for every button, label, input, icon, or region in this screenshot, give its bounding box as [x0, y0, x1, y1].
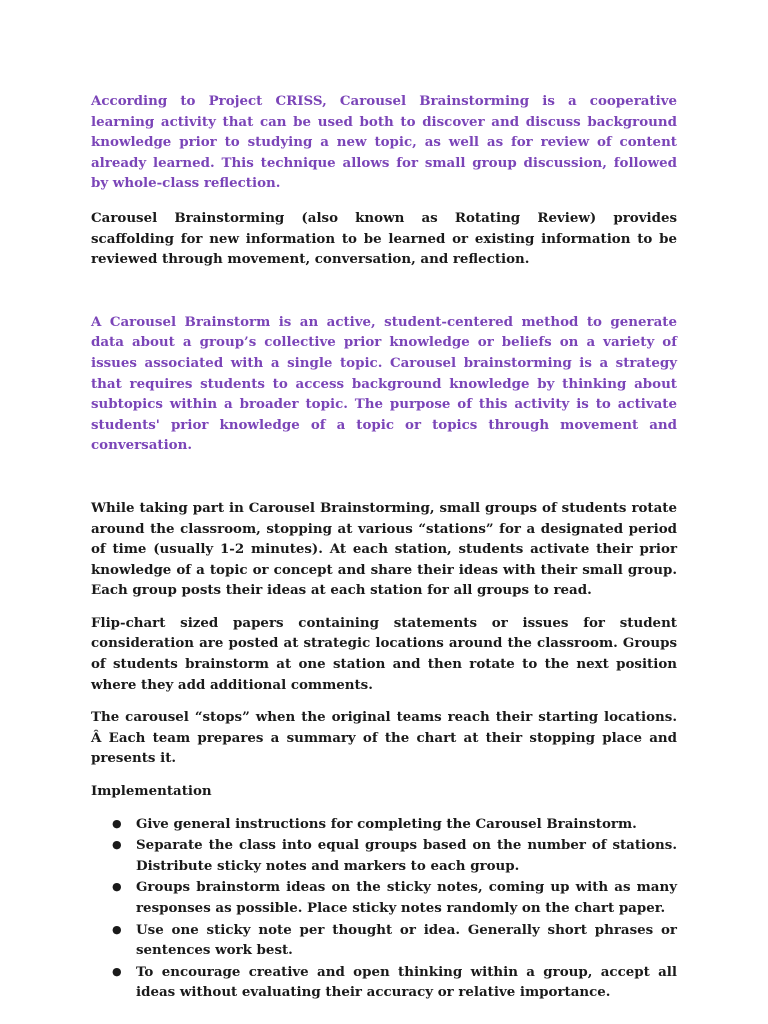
bullet-icon: ● [112, 838, 122, 852]
list-item [91, 814, 677, 835]
implementation-heading: Implementation [91, 783, 212, 800]
list-item-text: Groups brainstorm ideas on the sticky notes, coming up with as many responses as possible. Place sticky notes randomly on the chart paper. [136, 879, 677, 916]
list-item [91, 877, 677, 918]
bullet-icon: ● [112, 964, 122, 978]
list-item-text: Use one sticky note per thought or idea. Generally short phrases or sentences work best. [136, 921, 677, 959]
list-item-text: Give general instructions for completing the Carousel Brainstorm. [136, 815, 637, 832]
flip-chart-paragraph: Flip-chart sized papers containing statements or issues for student consideration are posted at strategic locations around the classroom. Groups of students brainstorm at one station and then rotate to the next position where they add additional comments. [91, 614, 677, 693]
list-item-text: Separate the class into equal groups based on the number of stations. Distribute sticky notes and markers to each group. [136, 837, 677, 874]
list-item [91, 920, 677, 961]
definition-paragraph: A Carousel Brainstorm is an active, student-centered method to generate data about a group’s collective prior knowledge or beliefs on a variety of issues associated with a single topic. Carousel brainstorming is a strategy that requires students to access background knowledge by thinking about subtopics within a broader topic. The purpose of this activity is to activate students' prior knowledge of a topic or topics through movement and conversation. [91, 313, 677, 454]
process-paragraph: While taking part in Carousel Brainstorming, small groups of students rotate around the classroom, stopping at various “stations” for a designated period of time (usually 1-2 minutes). At each station, students activate their prior knowledge of a topic or concept and share their ideas with their small group. Each group posts their ideas at each station for all groups to read. [91, 499, 677, 599]
bullet-icon: ● [112, 880, 122, 894]
list-item [91, 835, 677, 876]
bullet-icon: ● [112, 922, 122, 936]
list-item [91, 962, 677, 1003]
carousel-stops-paragraph: The carousel “stops” when the original teams reach their starting locations. Â Each team prepares a summary of the chart at their stopping place and presents it. [91, 709, 677, 767]
rotating-review-paragraph: Carousel Brainstorming (also known as Rotating Review) provides scaffolding for new information to be learned or existing information to be reviewed through movement, conversation, and reflection. [91, 209, 677, 268]
list-item-text: To encourage creative and open thinking within a group, accept all ideas without evaluating their accuracy or relative importance. [136, 963, 677, 1001]
bullet-icon: ● [112, 816, 122, 830]
implementation-list [91, 814, 677, 1003]
intro-paragraph: According to Project CRISS, Carousel Brainstorming is a cooperative learning activity that can be used both to discover and discuss background knowledge prior to studying a new topic, as well as for review of content already learned. This technique allows for small group discussion, followed by whole-class reflection. [91, 93, 677, 192]
